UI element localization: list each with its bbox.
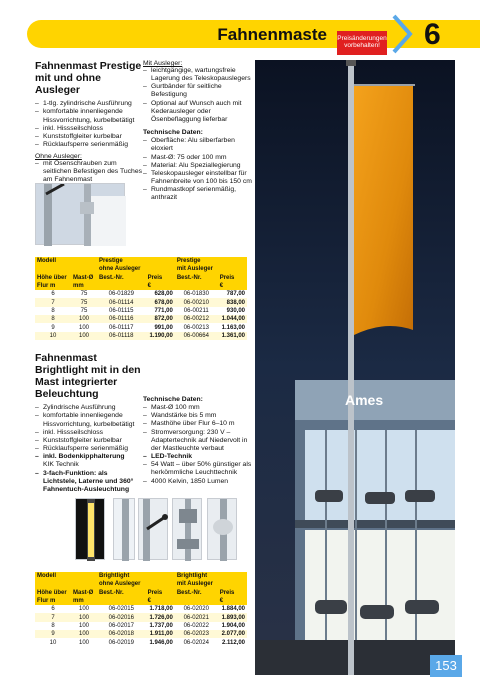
table-cell: 1.884,00 — [218, 605, 247, 613]
table-cell: 1.718,00 — [146, 605, 175, 613]
mast-foot-icon — [208, 499, 238, 561]
table-cell: 7 — [35, 298, 71, 306]
table-cell: 1.726,00 — [146, 613, 175, 621]
table-cell: 10 — [35, 332, 71, 340]
table-cell: 1.893,00 — [218, 613, 247, 621]
brightlight-thumb-3 — [138, 498, 168, 560]
table-cell: 100 — [71, 613, 97, 621]
list-item: – Kunststoffgleiter kurbelbar — [35, 133, 145, 141]
table-cell: 06-01114 — [97, 298, 146, 306]
table-header-cell: Höhe über — [35, 589, 71, 597]
mast-arm-icon — [139, 499, 169, 561]
table-row — [35, 323, 247, 331]
brightlight-thumb-2 — [113, 498, 135, 560]
prestige-title: Fahnenmast Prestige mit und ohne Ausleger — [35, 60, 142, 97]
table-header-cell: ohne Ausleger — [97, 265, 146, 273]
table-cell: 06-01830 — [175, 290, 218, 298]
table-header-cell — [218, 580, 247, 588]
list-item: – Gurtbänder für seitliche Befestigung — [143, 83, 253, 99]
table-header-cell: Best.-Nr. — [175, 274, 218, 282]
list-item: – Mast-Ø: 75 oder 100 mm — [143, 154, 253, 162]
table-header-cell: Preis — [146, 589, 175, 597]
table-header-cell — [97, 282, 146, 290]
table-header-cell: Mast-Ø — [71, 589, 97, 597]
table-cell: 06-02022 — [175, 622, 218, 630]
table-cell: 06-02019 — [97, 638, 146, 646]
light-mast-icon — [76, 499, 106, 561]
table-header-cell: mm — [71, 282, 97, 290]
table-header-cell — [146, 572, 175, 580]
table-cell: 100 — [71, 638, 97, 646]
list-item: – 54 Watt – über 50% günstiger als herkömmliche Leuchttechnik — [143, 461, 253, 477]
table-header-cell: Prestige — [175, 257, 218, 265]
brightlight-right — [143, 396, 253, 486]
list-item: – Rücklaufsperre serienmäßig — [35, 445, 143, 453]
table-cell: 06-01117 — [97, 323, 146, 331]
page-header — [0, 0, 480, 58]
prestige-table — [35, 257, 247, 340]
table-cell: 2.077,00 — [218, 630, 247, 638]
table-header-cell — [71, 257, 97, 265]
table-header-cell: mit Ausleger — [175, 265, 218, 273]
ohne-title: Ohne Ausleger: — [35, 153, 82, 161]
table-cell: 100 — [71, 315, 97, 323]
table-cell: 06-02017 — [97, 622, 146, 630]
brightlight-title: Fahnenmast Brightlight mit in den Mast integrierter Beleuchtung — [35, 352, 141, 401]
table-header-cell — [35, 265, 71, 273]
table-header-cell — [71, 572, 97, 580]
table-cell: 100 — [71, 605, 97, 613]
table-header-cell: € — [146, 597, 175, 605]
list-item: – Masthöhe über Flur 6–10 m — [143, 420, 253, 428]
table-cell: 7 — [35, 613, 71, 621]
table-cell: 1.190,00 — [146, 332, 175, 340]
prestige-product-image — [35, 183, 125, 245]
list-item: – 3-fach-Funktion: als Lichtstele, Laterne und 360° Fahnentuch-Ausleuchtung — [35, 470, 143, 494]
table-header-cell: € — [218, 282, 247, 290]
table-cell: 1.163,00 — [218, 323, 247, 331]
table-header-cell: € — [146, 282, 175, 290]
chevron-right-icon — [390, 14, 414, 54]
table-cell: 06-01115 — [97, 307, 146, 315]
list-item: – komfortable innenliegende Hissvorrichtung, kurbelbetätigt — [35, 412, 143, 428]
list-item: – Wandstärke bis 5 mm — [143, 412, 253, 420]
table-header-row — [35, 572, 247, 580]
table-header-cell — [35, 580, 71, 588]
mit-title: Mit Ausleger: — [143, 60, 183, 67]
list-item: – Zylindrische Ausführung — [35, 404, 143, 412]
table-header-cell: Modell — [35, 257, 71, 265]
mast-arm-icon — [36, 184, 126, 246]
table-header-cell — [218, 265, 247, 273]
table-row — [35, 605, 247, 613]
table-header-cell — [146, 580, 175, 588]
table-cell: 06-00211 — [175, 307, 218, 315]
list-item: – inkl. Hissseilschloss — [35, 429, 143, 437]
table-header-cell — [175, 597, 218, 605]
table-cell: 06-02020 — [175, 605, 218, 613]
list-item: – 1-tlg. zylindrische Ausführung — [35, 100, 145, 108]
table-cell: 6 — [35, 290, 71, 298]
table-row — [35, 613, 247, 621]
feature-sub: KIK Technik — [43, 461, 79, 469]
table-cell: 06-02018 — [97, 630, 146, 638]
page-number: 153 — [430, 655, 462, 677]
prestige-features — [35, 100, 145, 149]
table-row — [35, 638, 247, 646]
table-cell: 06-02024 — [175, 638, 218, 646]
brightlight-left — [35, 352, 143, 494]
table-cell: 678,00 — [146, 298, 175, 306]
list-item: – Material: Alu Speziallegierung — [143, 162, 253, 170]
table-cell: 06-02023 — [175, 630, 218, 638]
table-row — [35, 630, 247, 638]
table-cell: 991,00 — [146, 323, 175, 331]
table-cell: 06-01116 — [97, 315, 146, 323]
table-cell: 838,00 — [218, 298, 247, 306]
table-cell: 06-00212 — [175, 315, 218, 323]
brightlight-thumb-4 — [172, 498, 202, 560]
table-cell: 1.044,00 — [218, 315, 247, 323]
tilt-base-icon — [173, 499, 203, 561]
table-header-cell: Mast-Ø — [71, 274, 97, 282]
list-item: – Stromversorgung: 230 V – Adaptertechnik auf Niedervolt in der Mastleuchte verbaut — [143, 429, 253, 453]
table-header-cell: Best.-Nr. — [97, 274, 146, 282]
ohne-list — [35, 160, 145, 184]
brightlight-thumb-5 — [207, 498, 237, 560]
table-header-cell: Preis — [218, 589, 247, 597]
table-header-cell: Preis — [218, 274, 247, 282]
table-cell: 2.112,00 — [218, 638, 247, 646]
table-header-cell: Brightlight — [97, 572, 146, 580]
brightlight-features — [35, 404, 143, 494]
table-cell: 628,00 — [146, 290, 175, 298]
table-cell: 930,00 — [218, 307, 247, 315]
list-item: – Mast-Ø 100 mm — [143, 404, 253, 412]
list-item: – Teleskopausleger einstellbar für Fahnenbreite von 100 bis 150 cm — [143, 170, 253, 186]
table-cell: 75 — [71, 290, 97, 298]
table-header-cell: Prestige — [97, 257, 146, 265]
building-sign: Ames — [345, 392, 384, 408]
table-header-cell — [71, 580, 97, 588]
table-header-cell: Best.-Nr. — [97, 589, 146, 597]
brightlight-table — [35, 572, 247, 647]
brightlight-tech-list — [143, 404, 253, 486]
prestige-left — [35, 60, 145, 185]
price-note-badge: Preisänderungen vorbehalten! — [337, 31, 387, 55]
table-cell: 100 — [71, 630, 97, 638]
table-cell: 9 — [35, 630, 71, 638]
table-cell: 1.904,00 — [218, 622, 247, 630]
table-header-cell: mit Ausleger — [175, 580, 218, 588]
night-scene-image — [255, 60, 455, 675]
brightlight-thumb-1 — [75, 498, 105, 560]
table-cell: 10 — [35, 638, 71, 646]
table-cell: 1.737,00 — [146, 622, 175, 630]
table-cell: 100 — [71, 622, 97, 630]
table-header-row — [35, 597, 247, 605]
table-header-cell — [218, 572, 247, 580]
table-cell: 8 — [35, 307, 71, 315]
page-title: Fahnenmaste — [217, 25, 327, 44]
prestige-right — [143, 60, 253, 203]
table-header-cell: mm — [71, 597, 97, 605]
tech-list — [143, 137, 253, 202]
table-header-cell — [146, 265, 175, 273]
list-item: – inkl. Hissseilschloss — [35, 125, 145, 133]
table-cell: 100 — [71, 332, 97, 340]
bold-feature: inkl. Bodenkipphalterung — [43, 453, 125, 461]
table-header-cell: Höhe über — [35, 274, 71, 282]
list-item: – Kunststoffgleiter kurbelbar — [35, 437, 143, 445]
table-cell: 1.911,00 — [146, 630, 175, 638]
table-header-cell: Flur m — [35, 597, 71, 605]
table-header-row — [35, 589, 247, 597]
table-cell: 771,00 — [146, 307, 175, 315]
table-row — [35, 290, 247, 298]
table-header-cell: Modell — [35, 572, 71, 580]
table-row — [35, 298, 247, 306]
mast-icon — [114, 499, 136, 561]
table-header-row — [35, 257, 247, 265]
table-cell: 06-02015 — [97, 605, 146, 613]
list-item: – 4000 Kelvin, 1850 Lumen — [143, 478, 253, 486]
list-item: – mit Ösenschrauben zum seitlichen Befestigen des Tuches am Fahnenmast — [35, 160, 145, 184]
table-cell: 06-01118 — [97, 332, 146, 340]
table-cell: 9 — [35, 323, 71, 331]
tech-title: Technische Daten: — [143, 129, 203, 137]
table-cell: 100 — [71, 323, 97, 331]
table-cell: 75 — [71, 298, 97, 306]
table-row — [35, 622, 247, 630]
list-item: – Optional auf Wunsch auch mit Kederausleger oder Ösenbeflaggung lieferbar — [143, 100, 253, 124]
table-cell: 06-02021 — [175, 613, 218, 621]
table-header-row — [35, 265, 247, 273]
table-header-cell — [71, 265, 97, 273]
table-row — [35, 307, 247, 315]
list-item: – Oberfläche: Alu silberfarben eloxiert — [143, 137, 253, 153]
table-row — [35, 332, 247, 340]
list-item: – leichtgängige, wartungsfreie Lagerung des Teleskopauslegers — [143, 67, 253, 83]
list-item: – Rundmastkopf serienmäßig, anthrazit — [143, 186, 253, 202]
table-header-cell — [218, 257, 247, 265]
table-header-cell — [175, 282, 218, 290]
table-header-cell — [97, 597, 146, 605]
table-header-cell: Best.-Nr. — [175, 589, 218, 597]
table-cell: 787,00 — [218, 290, 247, 298]
list-item — [35, 453, 143, 469]
table-header-row — [35, 282, 247, 290]
table-cell: 06-02016 — [97, 613, 146, 621]
table-cell: 06-00213 — [175, 323, 218, 331]
list-item: – LED-Technik — [143, 453, 253, 461]
table-header-cell: Brightlight — [175, 572, 218, 580]
table-cell: 872,00 — [146, 315, 175, 323]
table-header-cell — [146, 257, 175, 265]
dealership-flag-photo — [255, 60, 455, 675]
table-cell: 06-00664 — [175, 332, 218, 340]
brightlight-tech-title: Technische Daten: — [143, 396, 203, 403]
table-header-cell: Flur m — [35, 282, 71, 290]
table-header-cell: Preis — [146, 274, 175, 282]
table-header-row — [35, 580, 247, 588]
mit-list — [143, 67, 253, 124]
section-number: 6 — [424, 18, 441, 51]
list-item: – Rücklaufsperre serienmäßig — [35, 141, 145, 149]
table-row — [35, 315, 247, 323]
table-cell: 06-00210 — [175, 298, 218, 306]
table-cell: 1.946,00 — [146, 638, 175, 646]
table-cell: 8 — [35, 622, 71, 630]
table-header-cell: € — [218, 597, 247, 605]
table-header-row — [35, 274, 247, 282]
table-cell: 75 — [71, 307, 97, 315]
table-cell: 06-01829 — [97, 290, 146, 298]
table-cell: 8 — [35, 315, 71, 323]
table-cell: 6 — [35, 605, 71, 613]
list-item: – komfortable innenliegende Hissvorrichtung, kurbelbetätigt — [35, 108, 145, 124]
table-header-cell: ohne Ausleger — [97, 580, 146, 588]
table-cell: 1.361,00 — [218, 332, 247, 340]
